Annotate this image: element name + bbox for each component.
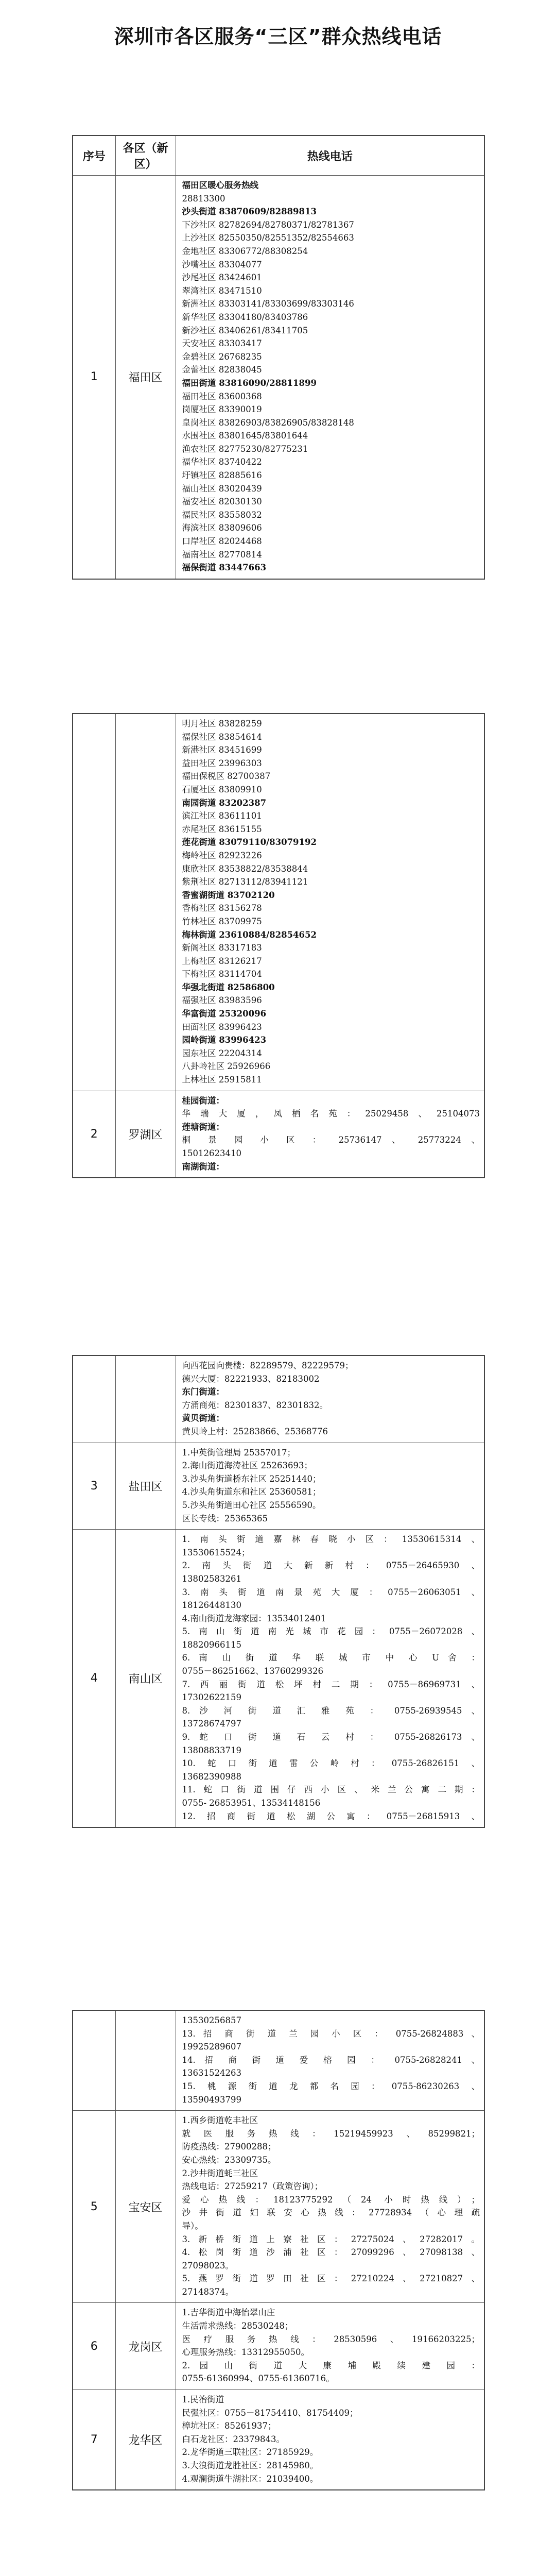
hotline-line: 1.西乡街道乾丰社区	[182, 2115, 258, 2126]
row-index: 3	[73, 1443, 115, 1530]
row-hotlines	[176, 176, 484, 579]
hotline-line: 白石龙社区：23379843。	[182, 2434, 285, 2444]
row-index: 2	[73, 1091, 115, 1178]
hotline-line: 梅林街道 23610884/82854652	[182, 929, 317, 940]
table-row	[73, 1355, 484, 1443]
hotline-line: 7.西丽街道松坪村二期：0755－86969731、	[182, 1679, 480, 1689]
hotline-line: 翠湾社区 83471510	[182, 285, 262, 296]
hotline-line: 1.南头街道嘉林春晓小区：13530615314、	[182, 1534, 480, 1545]
hotline-line: 滨江社区 83611101	[182, 811, 262, 821]
hotline-line: 益田社区 23996303	[182, 758, 262, 768]
row-hotlines	[176, 1443, 484, 1530]
hotline-line: 天安社区 83303417	[182, 338, 262, 349]
hotline-line: 海滨社区 83809606	[182, 523, 262, 533]
hotline-line: 4.松岗街道沙浦社区：27099296、27098138、	[182, 2247, 480, 2258]
row-hotlines	[176, 2390, 484, 2490]
hotline-line: 赤尾社区 83615155	[182, 824, 262, 834]
hotline-line: 0755- 26853951、13534148156	[182, 1798, 321, 1808]
hotline-line: 新洲社区 83303141/83303699/83303146	[182, 299, 354, 309]
row-hotlines	[176, 1091, 484, 1178]
hotline-line: 莲塘街道：	[182, 1122, 224, 1132]
hotline-line: 11.蛇口街道围仔西小区、米兰公寓二期：	[182, 1785, 480, 1795]
hotline-line: 华瑞大厦，凤栖名苑：25029458、25104073	[182, 1109, 480, 1119]
header-index: 序号	[73, 135, 115, 176]
hotline-line: 2.沙井街道蚝三社区	[182, 2168, 258, 2178]
hotline-line: 黄贝岭上村：25283866、25368776	[182, 1426, 328, 1436]
hotline-line: 金碧社区 26768235	[182, 351, 262, 362]
hotline-line: 园东社区 22204314	[182, 1048, 262, 1058]
hotline-line: 福田区暖心服务热线	[182, 180, 258, 190]
row-district: 南山区	[115, 1530, 176, 1828]
hotline-line: 18820966115	[182, 1639, 241, 1650]
hotline-table-page-4	[72, 2010, 485, 2490]
hotline-line: 岗厦社区 83390019	[182, 404, 262, 415]
hotline-line: 新沙社区 83406261/83411705	[182, 325, 308, 335]
hotline-line: 8. 沙 河 街 道 汇 雅 苑 ： 0755-26939545 、	[182, 1705, 480, 1716]
row-hotlines	[176, 1355, 484, 1443]
hotline-line: 梅岭社区 82923226	[182, 850, 262, 860]
hotline-line: 石厦社区 83809910	[182, 784, 262, 794]
row-district: 龙岗区	[115, 2303, 176, 2390]
hotline-line: 德兴大厦：82221933、82183002	[182, 1374, 320, 1384]
hotline-line: 香梅社区 83156278	[182, 903, 262, 913]
hotline-line: 福田社区 83600368	[182, 391, 262, 401]
hotline-table-page-1	[72, 135, 485, 580]
row-district: 龙华区	[115, 2390, 176, 2490]
hotline-line: 13682390988	[182, 1771, 241, 1782]
hotline-line: 上梅社区 83126217	[182, 956, 262, 966]
hotline-line: 华富街道 25320096	[182, 1009, 267, 1019]
hotline-line: 生活需求热线：28530248；	[182, 2321, 293, 2331]
hotline-line: 华强北街道 82586800	[182, 982, 275, 992]
hotline-line: 桐 景 园 小 区 ： 25736147 、 25773224 、	[182, 1135, 480, 1145]
hotline-line: 14. 招 商 街 道 爱 榕 园 ： 0755-26828241 、	[182, 2055, 480, 2065]
hotline-line: 紫荆社区 82713112/83941121	[182, 877, 308, 887]
row-hotlines	[176, 1530, 484, 1828]
hotline-line: 3.沙头角街道桥东社区 25251440；	[182, 1473, 321, 1484]
hotline-line: 沙井街道妇联安心热线：27728934（心理疏	[182, 2208, 480, 2218]
hotline-line: 黄贝街道：	[182, 1413, 224, 1423]
row-hotlines	[176, 2111, 484, 2303]
hotline-line: 5.南山街道南光城市花园：0755－26072028、	[182, 1626, 480, 1637]
hotline-line: 安心热线：23309735。	[182, 2155, 276, 2165]
hotline-line: 4.沙头角街道东和社区 25360581；	[182, 1487, 321, 1497]
row-index: 6	[73, 2303, 115, 2390]
table-row	[73, 1443, 484, 1530]
hotline-line: 康欣社区 83538822/83538844	[182, 863, 308, 874]
row-district	[115, 1355, 176, 1443]
row-hotlines	[176, 714, 484, 1091]
hotline-line: 沙嘴社区 83304077	[182, 259, 262, 269]
hotline-line: 园岭街道 83996423	[182, 1035, 267, 1045]
row-district: 盐田区	[115, 1443, 176, 1530]
row-index: 5	[73, 2111, 115, 2303]
hotline-line: 导）。	[182, 2221, 203, 2231]
hotline-line: 东门街道：	[182, 1387, 224, 1397]
row-index: 1	[73, 176, 115, 579]
row-district: 福田区	[115, 176, 176, 579]
hotline-line: 民强社区：0755－81754410、81754409；	[182, 2408, 358, 2418]
hotline-line: 13802583261	[182, 1573, 241, 1584]
hotline-line: 田面社区 83996423	[182, 1022, 262, 1032]
hotline-line: 竹林社区 83709975	[182, 916, 262, 926]
hotline-line: 2.龙华街道三联社区：27185929。	[182, 2447, 319, 2458]
hotline-line: 下沙社区 82782694/82780371/82781367	[182, 219, 354, 230]
hotline-line: 樟坑社区：85261937；	[182, 2421, 276, 2431]
table-row	[73, 2390, 484, 2490]
hotline-line: 沙尾社区 83424601	[182, 273, 262, 283]
hotline-line: 金蕾社区 82838045	[182, 365, 262, 375]
hotline-line: 1.中英街管理局 25357017；	[182, 1447, 296, 1458]
hotline-line: 福华社区 83740422	[182, 457, 262, 467]
row-district: 宝安区	[115, 2111, 176, 2303]
hotline-line: 新华社区 83304180/83403786	[182, 312, 308, 322]
hotline-line: 区长专线：25365365	[182, 1513, 268, 1523]
hotline-line: 福强社区 83983596	[182, 995, 262, 1006]
hotline-line: 明月社区 83828259	[182, 719, 262, 728]
row-district: 罗湖区	[115, 1091, 176, 1178]
row-index	[73, 1355, 115, 1443]
hotline-line: 28813300	[182, 193, 225, 204]
hotline-line: 爱心热线：18123775292（24 小时热线）；	[182, 2194, 480, 2205]
hotline-line: 2.南头街道大新新村：0755－26465930、	[182, 1561, 480, 1571]
hotline-line: 福保社区 83854614	[182, 732, 262, 742]
hotline-line: 3.南头街道南景苑大厦：0755－26063051、	[182, 1587, 480, 1597]
hotline-line: 10.蛇口街道雷公岭村：0755-26826151、	[182, 1758, 480, 1769]
hotline-line: 香蜜湖街道 83702120	[182, 890, 275, 900]
hotline-line: 15012623410	[182, 1148, 241, 1158]
hotline-line: 2. 园 山 街 道 大 康 埔 殿 续 建 园 ：	[182, 2360, 480, 2370]
hotline-line: 13631524263	[182, 2068, 241, 2078]
hotline-line: 上林社区 25915811	[182, 1075, 262, 1085]
hotline-line: 南湖街道：	[182, 1161, 224, 1172]
table-row	[73, 2303, 484, 2390]
hotline-line: 4.观澜街道牛湖社区：21039400。	[182, 2473, 319, 2484]
page-title: 深圳市各区服务“三区”群众热线电话	[114, 25, 442, 48]
table-row	[73, 714, 484, 1091]
hotline-line: 医疗服务热线：28530596、19166203225；	[182, 2334, 480, 2344]
table-row	[73, 1091, 484, 1178]
hotline-line: 5.沙头角街道田心社区 25556590。	[182, 1500, 321, 1510]
hotline-line: 福田保税区 82700387	[182, 771, 271, 782]
table-row	[73, 2111, 484, 2303]
hotline-line: 下梅社区 83114704	[182, 969, 262, 979]
hotline-line: 18126448130	[182, 1600, 241, 1611]
hotline-table-page-3	[72, 1355, 485, 1828]
hotline-line: 17302622159	[182, 1692, 241, 1703]
hotline-line: 13728674797	[182, 1719, 241, 1729]
hotline-line: 水围社区 83801645/83801644	[182, 431, 308, 441]
hotline-line: 福田街道 83816090/28811899	[182, 378, 317, 388]
hotline-line: 向西花园向贵楼：82289579、82229579；	[182, 1361, 354, 1370]
row-index	[73, 2010, 115, 2111]
hotline-line: 福南社区 82770814	[182, 549, 262, 560]
row-hotlines	[176, 2010, 484, 2111]
hotline-line: 莲花街道 83079110/83079192	[182, 837, 317, 848]
hotline-line: 1.民治街道	[182, 2395, 224, 2405]
hotline-line: 新港社区 83451699	[182, 745, 262, 755]
hotline-line: 13590493799	[182, 2094, 241, 2105]
hotline-line: 八卦岭社区 25926966	[182, 1061, 271, 1072]
hotline-line: 6. 南 山 街 道 华 联 城 市 中 心 U 舍 ：	[182, 1653, 480, 1663]
hotline-line: 皇岗社区 83826903/83826905/83828148	[182, 417, 354, 428]
hotline-line: 2.海山街道海涛社区 25263693；	[182, 1461, 312, 1471]
table-row	[73, 176, 484, 579]
hotline-line: 3.新桥街道上寮社区：27275024、27282017。	[182, 2234, 480, 2244]
row-district	[115, 2010, 176, 2111]
hotline-line: 27098023。	[182, 2260, 234, 2270]
hotline-line: 3.大浪街道龙胜社区：28145980。	[182, 2461, 319, 2470]
hotline-line: 圩镇社区 82885616	[182, 470, 262, 481]
hotline-line: 福安社区 82030130	[182, 497, 262, 507]
hotline-line: 13530256857	[182, 2015, 241, 2025]
hotline-line: 热线电话：27259217（政策咨询）；	[182, 2181, 323, 2192]
hotline-line: 桂园街道：	[182, 1095, 224, 1106]
row-index: 7	[73, 2390, 115, 2490]
hotline-line: 口岸社区 82024468	[182, 536, 262, 547]
hotline-line: 福民社区 83558032	[182, 510, 262, 520]
hotline-line: 19925289607	[182, 2042, 241, 2052]
hotline-line: 13530615524；	[182, 1547, 250, 1557]
row-index: 4	[73, 1530, 115, 1828]
hotline-line: 1.吉华街道中海怡翠山庄	[182, 2308, 275, 2318]
hotline-table-page-2	[72, 713, 485, 1178]
hotline-line: 4.南山街道龙海家园：13534012401	[182, 1613, 326, 1623]
hotline-line: 沙头街道 83870609/82889813	[182, 207, 317, 217]
hotline-line: 福保街道 83447663	[182, 563, 267, 573]
hotline-line: 13808833719	[182, 1745, 241, 1755]
table-row	[73, 1530, 484, 1828]
hotline-line: 0755-61360994、0755-61360716。	[182, 2374, 335, 2384]
hotline-line: 南园街道 83202387	[182, 798, 267, 808]
hotline-line: 12.招商街道松湖公寓：0755－26815913、	[182, 1811, 480, 1821]
hotline-line: 5.燕罗街道罗田社区：27210224、27210827、	[182, 2274, 480, 2284]
hotline-line: 0755－86251662、13760299326	[182, 1666, 323, 1676]
hotline-line: 方涌商苑：82301837、82301832。	[182, 1400, 328, 1410]
hotline-line: 9. 蛇 口 街 道 石 云 村 ： 0755-26826173 、	[182, 1732, 480, 1742]
hotline-line: 上沙社区 82550350/82551352/82554663	[182, 233, 354, 243]
hotline-line: 15.桃源街道龙都名园：0755-86230263、	[182, 2081, 480, 2091]
hotline-line: 27148374。	[182, 2286, 234, 2297]
hotline-line: 福山社区 83020439	[182, 483, 262, 494]
row-index	[73, 714, 115, 1091]
table-row	[73, 2010, 484, 2111]
hotline-line: 心理服务热线：13312955050。	[182, 2347, 309, 2358]
row-hotlines	[176, 2303, 484, 2390]
hotline-line: 防疫热线：27900288；	[182, 2142, 276, 2152]
hotline-line: 渔农社区 82775230/82775231	[182, 444, 308, 454]
hotline-line: 金地社区 83306772/88308254	[182, 246, 308, 256]
hotline-line: 就医服务热线：15219459923、85299821；	[182, 2128, 480, 2139]
hotline-line: 新阁社区 83317183	[182, 943, 262, 953]
header-hotline: 热线电话	[176, 135, 484, 176]
table-header-row	[73, 135, 484, 176]
header-district: 各区（新区）	[115, 135, 176, 176]
row-district	[115, 714, 176, 1091]
hotline-line: 13. 招 商 街 道 兰 园 小 区 ： 0755-26824883 、	[182, 2028, 480, 2039]
